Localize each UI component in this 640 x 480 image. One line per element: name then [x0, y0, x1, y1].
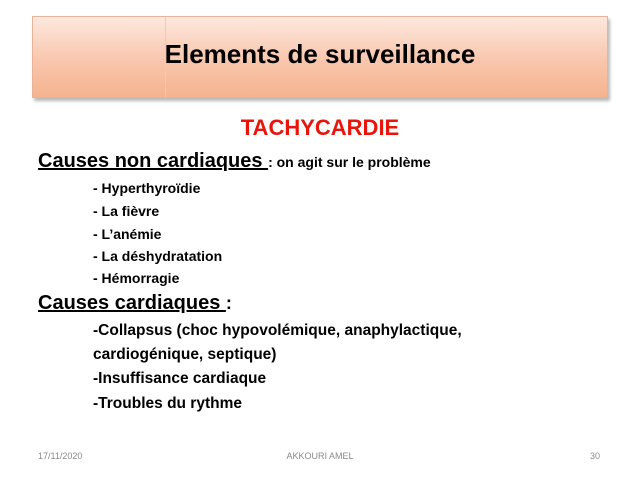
- list-item: -Troubles du rythme: [93, 395, 242, 412]
- list-item: - Hyperthyroïdie: [93, 180, 201, 196]
- slide-subtitle: TACHYCARDIE: [240, 115, 400, 140]
- cardiac-heading: [38, 292, 232, 315]
- cardiac-heading-label: Causes cardiaques: [38, 292, 226, 314]
- non-cardiac-heading-label: Causes non cardiaques: [38, 150, 269, 172]
- non-cardiac-heading: [38, 150, 431, 173]
- slide-title: Elements de surveillance: [164, 39, 476, 69]
- footer-author: AKKOURI AMEL: [286, 451, 354, 461]
- list-item: - La fièvre: [93, 203, 160, 219]
- list-item: - L’anémie: [93, 226, 162, 242]
- list-item: -Insuffisance cardiaque: [93, 370, 267, 387]
- title-box: [32, 16, 608, 98]
- list-item: - Hémorragie: [93, 270, 180, 286]
- list-item: -Collapsus (choc hypovolémique, anaphylactique,: [93, 322, 462, 339]
- list-item: - La déshydratation: [93, 248, 223, 264]
- footer-date: 17/11/2020: [38, 451, 83, 461]
- cardiac-heading-note: :: [225, 293, 232, 313]
- footer-page-number: 30: [590, 451, 601, 461]
- list-item: cardiogénique, septique): [93, 346, 277, 363]
- non-cardiac-heading-note: : on agit sur le problème: [268, 154, 431, 170]
